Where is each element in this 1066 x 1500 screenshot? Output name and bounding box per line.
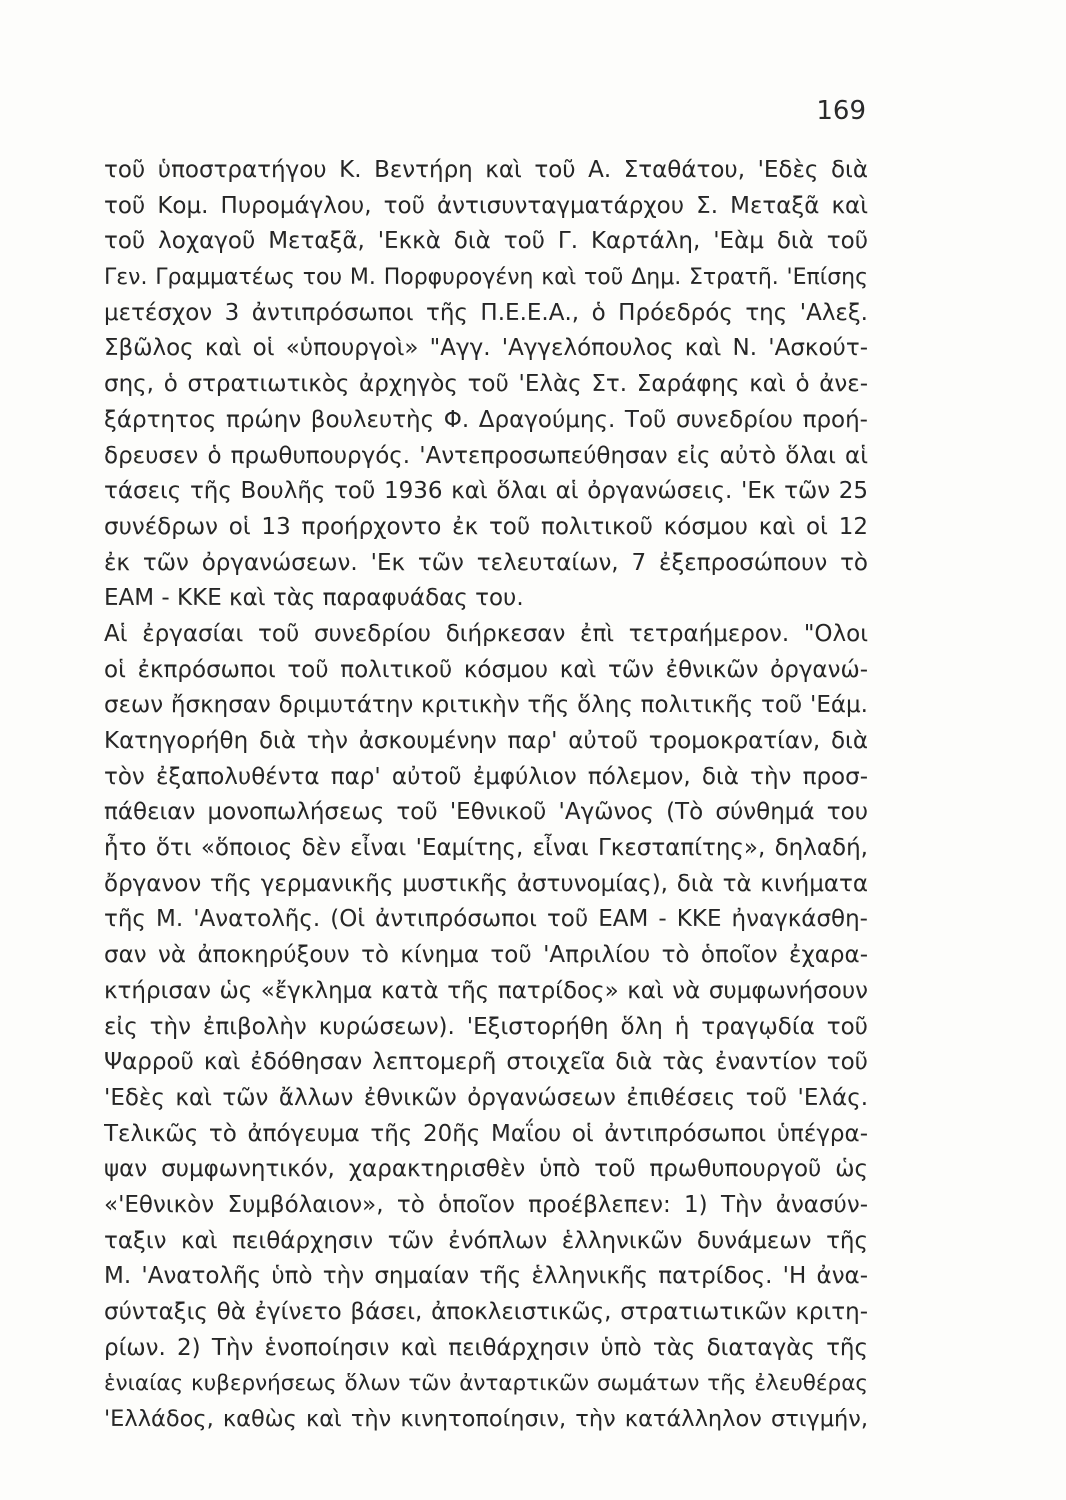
text-line: οἱ ἐκπρόσωποι τοῦ πολιτικοῦ κόσμου καὶ τῶν ἐθνικῶν ὀργανώ- [104,656,868,683]
text-line: Γεν. Γραμματέως του Μ. Πορφυρογένη καὶ τοῦ Δημ. Στρατῆ. 'Επίσης [104,265,868,291]
text-line: ρίων. 2) Τὴν ἑνοποίησιν καὶ πειθάρχησιν ὑπὸ τὰς διαταγὰς τῆς [104,1334,868,1361]
text-line: ἐκ τῶν ὀργανώσεων. 'Εκ τῶν τελευταίων, 7 ἐξεπροσώπουν τὸ [104,549,868,576]
text-line: τῆς Μ. 'Ανατολῆς. (Οἱ ἀντιπρόσωποι τοῦ ΕΑΜ - ΚΚΕ ἠναγκάσθη- [104,906,868,933]
text-line: 'Εδὲς καὶ τῶν ἄλλων ἐθνικῶν ὀργανώσεων ἐπιθέσεις τοῦ 'Ελάς. [104,1084,868,1111]
text-line: τοῦ Κομ. Πυρομάγλου, τοῦ ἀντισυνταγματάρχου Σ. Μεταξᾶ καὶ [104,192,868,219]
text-line: Σβῶλος καὶ οἱ «ὑπουργοὶ» "Αγγ. 'Αγγελόπουλος καὶ Ν. 'Ασκούτ- [104,335,868,362]
text-line: ἦτο ὅτι «ὅποιος δὲν εἶναι 'Εαμίτης, εἶναι Γκεσταπίτης», δηλαδή, [104,835,868,862]
page-number: 169 [816,96,866,126]
text-line: σεων ἤσκησαν δριμυτάτην κριτικὴν τῆς ὅλης πολιτικῆς τοῦ 'Εάμ. [104,692,868,719]
text-line: μετέσχον 3 ἀντιπρόσωποι τῆς Π.Ε.Ε.Α., ὁ Πρόεδρός της 'Αλεξ. [104,299,868,326]
text-line: σαν νὰ ἀποκηρύξουν τὸ κίνημα τοῦ 'Απριλίου τὸ ὁποῖον ἐχαρα- [104,942,868,969]
text-line: ἑνιαίας κυβερνήσεως ὅλων τῶν ἀνταρτικῶν σωμάτων τῆς ἐλευθέρας [104,1371,868,1397]
text-line: Μ. 'Ανατολῆς ὑπὸ τὴν σημαίαν τῆς ἑλληνικῆς πατρίδος. 'Η ἀνα- [104,1263,868,1290]
text-line: σύνταξις θὰ ἐγίνετο βάσει, ἀποκλειστικῶς, στρατιωτικῶν κριτη- [104,1299,868,1325]
text-line: σης, ὁ στρατιωτικὸς ἀρχηγὸς τοῦ 'Ελὰς Στ. Σαράφης καὶ ὁ ἀνε- [104,371,868,398]
text-line: πάθειαν μονοπωλήσεως τοῦ 'Εθνικοῦ 'Αγῶνος (Τὸ σύνθημά του [104,799,868,826]
text-line: τάσεις τῆς Βουλῆς τοῦ 1936 καὶ ὅλαι αἱ ὀργανώσεις. 'Εκ τῶν 25 [104,478,868,505]
text-line: Τελικῶς τὸ ἀπόγευμα τῆς 20ῆς Μαΐου οἱ ἀντιπρόσωποι ὑπέγρα- [104,1120,868,1147]
body-text [104,153,868,1438]
text-line: ὄργανον τῆς γερμανικῆς μυστικῆς ἀστυνομίας), διὰ τὰ κινήματα [104,870,868,897]
text-line: Κατηγορήθη διὰ τὴν ἀσκουμένην παρ' αὐτοῦ τρομοκρατίαν, διὰ [104,728,868,754]
text-line: τοῦ λοχαγοῦ Μεταξᾶ, 'Εκκὰ διὰ τοῦ Γ. Καρτάλη, 'Εὰμ διὰ τοῦ [104,228,868,255]
text-line: τὸν ἐξαπολυθέντα παρ' αὐτοῦ ἐμφύλιον πόλεμον, διὰ τὴν προσ- [104,763,868,790]
text-line: Ψαρροῦ καὶ ἐδόθησαν λεπτομερῆ στοιχεῖα διὰ τὰς ἐναντίον τοῦ [104,1049,868,1076]
text-line: εἰς τὴν ἐπιβολὴν κυρώσεων). 'Εξιστορήθη ὅλη ἡ τραγῳδία τοῦ [104,1013,868,1040]
text-line: ξάρτητος πρώην βουλευτὴς Φ. Δραγούμης. Τοῦ συνεδρίου προή- [104,406,868,433]
text-line: ψαν συμφωνητικόν, χαρακτηρισθὲν ὑπὸ τοῦ πρωθυπουργοῦ ὡς [104,1156,868,1183]
text-line: κτήρισαν ὡς «ἔγκλημα κατὰ τῆς πατρίδος» καὶ νὰ συμφωνήσουν [104,977,868,1004]
text-line: ΕΑΜ - ΚΚΕ καὶ τὰς παραφυάδας του. [104,585,524,612]
text-line: 'Ελλάδος, καθὼς καὶ τὴν κινητοποίησιν, τὴν κατάλληλον στιγμήν, [104,1406,868,1433]
text-line: δρευσεν ὁ πρωθυπουργός. 'Αντεπροσωπεύθησαν εἰς αὐτὸ ὅλαι αἱ [104,442,868,469]
text-line: τοῦ ὑποστρατήγου Κ. Βεντήρη καὶ τοῦ Α. Σταθάτου, 'Εδὲς διὰ [104,157,868,183]
text-line: ταξιν καὶ πειθάρχησιν τῶν ἐνόπλων ἑλληνικῶν δυνάμεων τῆς [104,1227,868,1254]
text-line: «'Εθνικὸν Συμβόλαιον», τὸ ὁποῖον προέβλεπεν: 1) Τὴν ἀνασύν- [104,1191,868,1218]
text-line: συνέδρων οἱ 13 προήρχοντο ἐκ τοῦ πολιτικοῦ κόσμου καὶ οἱ 12 [104,513,868,540]
text-line: Αἱ ἐργασίαι τοῦ συνεδρίου διήρκεσαν ἐπὶ τετραήμερον. "Ολοι [104,620,868,647]
